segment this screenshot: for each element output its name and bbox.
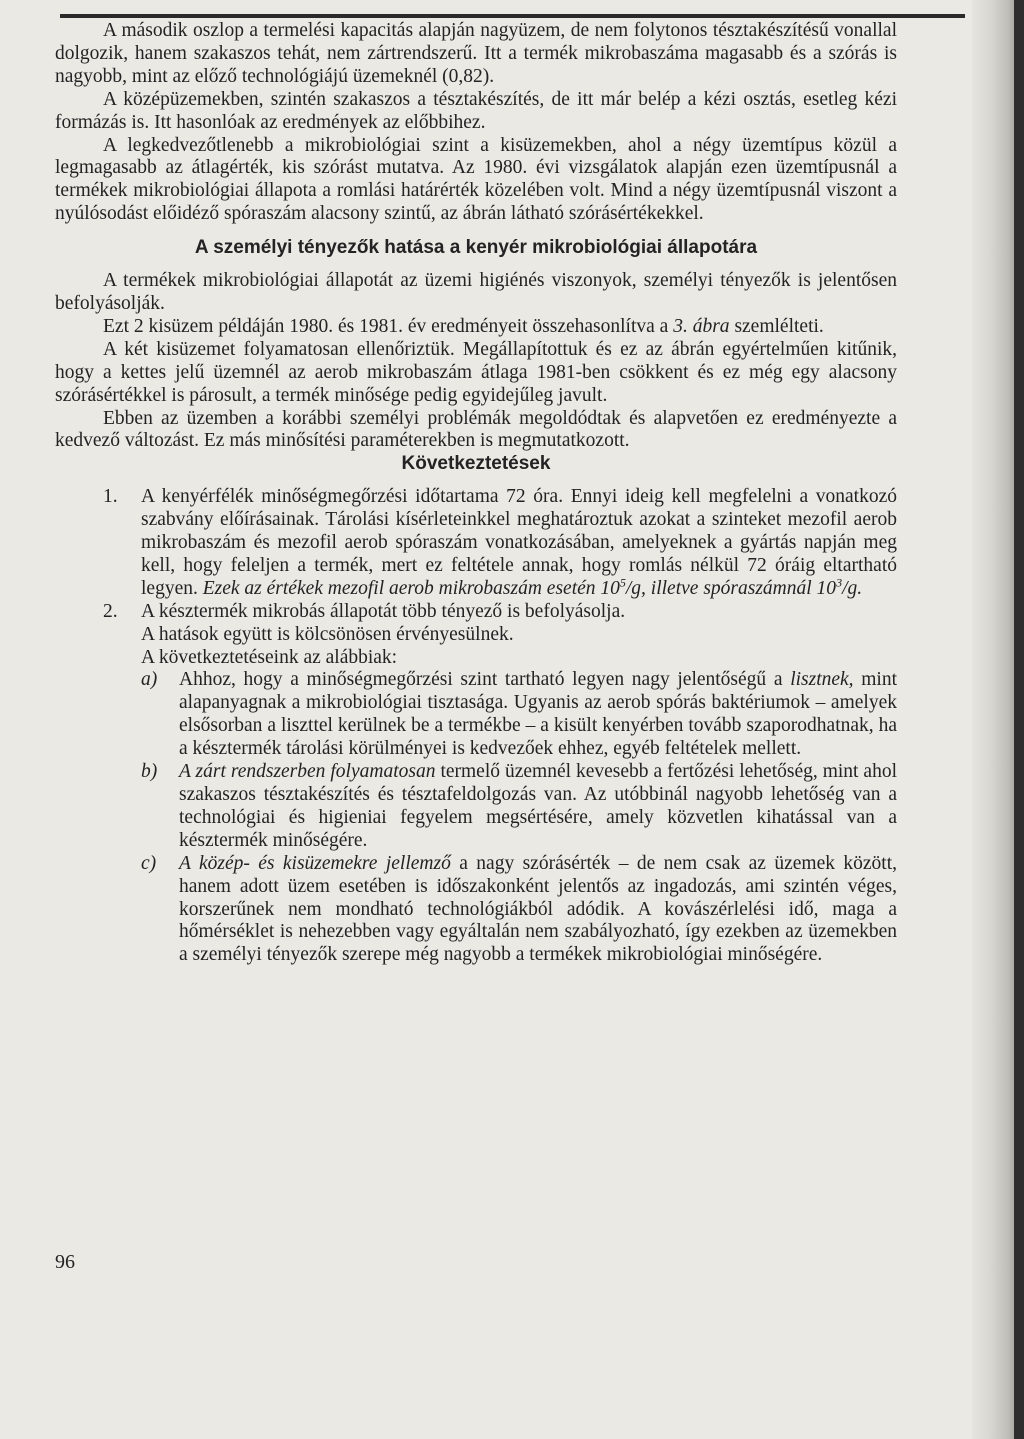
paragraph-7: Ebben az üzemben a korábbi személyi problémák megoldódtak és alapvetően ez eredményezte a kedvező változást. Ez más minősítési paraméterekben is megmutatkozott. [55,407,897,452]
emph-part: /g. [842,577,863,599]
item-number: 1. [103,486,118,508]
sub-label: c) [141,852,157,874]
item-emphasis [202,575,863,599]
item-body [141,486,897,601]
sub-body [179,761,897,853]
paragraph-6: A két kisüzemet folyamatosan ellenőriztük. Megállapítottuk és ez az ábrán egyértelműen kitűnik, hogy a kettes jelű üzemnél az aerob mikrobaszám átlaga 1981-ben csökkent és ez még egy alacsony szórásértékkel is párosult, a termék minősége pedig egyidejűleg javult. [55,338,897,406]
section-heading-conclusions: Következtetések [401,453,551,475]
paragraph-2: A középüzemekben, szintén szakaszos a tésztakészítés, de itt már belép a kézi osztás, esetleg kézi formázás is. Itt hasonlóak az eredmények az előbbihez. [55,88,897,133]
item-line: A hatások együtt is kölcsönösen érvényesülnek. [141,623,514,645]
conclusion-item-2 [103,601,897,968]
item-line: A következtetéseink az alábbiak: [141,646,398,668]
paragraph-5 [55,316,897,339]
sub-emphasis: A közép- és kisüzemekre jellemző [179,852,451,874]
scan-border [1014,0,1024,1439]
item-number: 2. [103,600,118,622]
sub-text: termelő üzemnél kevesebb a fertőzési lehetőség, mint ahol szakaszos tésztakészítés és tésztafeldolgozás van. Az utóbbinál nagyobb lehetőség van a technológiai és higieniai fegyelem megsértésére, amely közvetlen kihatással van a késztermék minőségére. [179,761,897,851]
sub-text: Ahhoz, hogy a minőségmegőrzési szint tartható legyen nagy jelentőségű a [179,669,791,691]
page-number: 96 [55,1251,75,1273]
top-rule [60,14,965,18]
emph-part: Ezek az értékek mezofil aerob mikrobaszám esetén 10 [202,577,620,599]
item-line: A késztermék mikrobás állapotát több tényező is befolyásolja. [141,600,626,622]
sub-label: b) [141,761,158,783]
item-text: A kenyérfélék minőségmegőrzési időtartama 72 óra. Ennyi ideig kell megfelelni a vonatkozó szabvány előírásainak. Tárolási kísérleteinkkel meghatároztuk azokat a szinteket mezofil aerob mikrobaszám és mezofil aerob spóraszám vonatkozásában, amelyeknek a gyártás napján meg kell, hogy feleljen a termék, mert ez feltétele annak, hogy romlás nélkül 72 óráig eltartható legyen. [141,486,897,599]
exponent: 5 [619,575,626,590]
sub-label: a) [141,669,158,691]
sub-body [179,853,897,968]
sub-text: mint alapanyagnak a mikrobiológiai tisztasága. Ugyanis az aerob spórás baktériumok – amelyek elsősorban a liszttel kerülnek be a termékbe – a kisült kenyérben tovább szaporodhatnak, ha a késztermék tárolási körülményei is kedvezőek ehhez, egyéb feltételek mellett. [179,669,897,760]
paragraph-1: A második oszlop a termelési kapacitás alapján nagyüzem, de nem folytonos tésztakészítésű vonallal dolgozik, hanem szakaszos tehát, nem zártrendszerű. Itt a termék mikrobaszáma magasabb és a szórás is nagyobb, mint az előző technológiájú üzemeknél (0,82). [55,20,897,87]
body-text [55,20,897,967]
p5-text: Ezt 2 kisüzem példáján 1980. és 1981. év eredményeit összehasonlítva a [103,315,674,337]
conclusion-item-1 [103,486,897,601]
emph-part: /g, illetve spóraszámnál 10 [625,577,837,599]
section-heading-personal-factors: A személyi tényezők hatása a kenyér mikrobiológiai állapotára [194,237,758,259]
sub-body [179,669,897,761]
figure-reference: 3. ábra [673,315,730,337]
exponent: 3 [836,575,843,590]
sub-item-b [141,761,897,853]
paragraph-4: A termékek mikrobiológiai állapotát az üzemi higiénés viszonyok, személyi tényezők is jelentősen befolyásolják. [55,270,897,314]
p5-text-end: szemlélteti. [729,315,824,337]
sub-text: a nagy szórásérték – de nem csak az üzemek között, hanem adott üzem esetében is időszakonként jelentős az ingadozás, ami szintén véges, korszerűnek nem mondható technológiákból adódik. A kovászérlelési idő, maga a hőmérséklet is nehezebben vagy egyáltalán nem szabályozható, így ezekben az üzemekben a személyi tényezők szerepe még nagyobb a termékek mikrobiológiai minőségére. [179,852,898,966]
sub-item-a [141,669,897,761]
sub-item-c [141,853,897,968]
sub-emphasis: A zárt rendszerben folyamatosan [179,761,436,783]
paragraph-3: A legkedvezőtlenebb a mikrobiológiai szint a kisüzemekben, ahol a négy üzemtípus közül a legmagasabb az átlagérték, kis szórást mutatva. Az 1980. évi vizsgálatok alapján ezen üzemtípusnál a termékek mikrobiológiai állapota a romlási határérték közelében volt. Mind a négy üzemtípusnál viszont a nyúlósodást előidéző spóraszám alacsony szintű, az ábrán látható szórásértékekkel. [55,134,897,225]
sub-emphasis: lisztnek, [790,669,854,691]
item-body [141,601,897,968]
